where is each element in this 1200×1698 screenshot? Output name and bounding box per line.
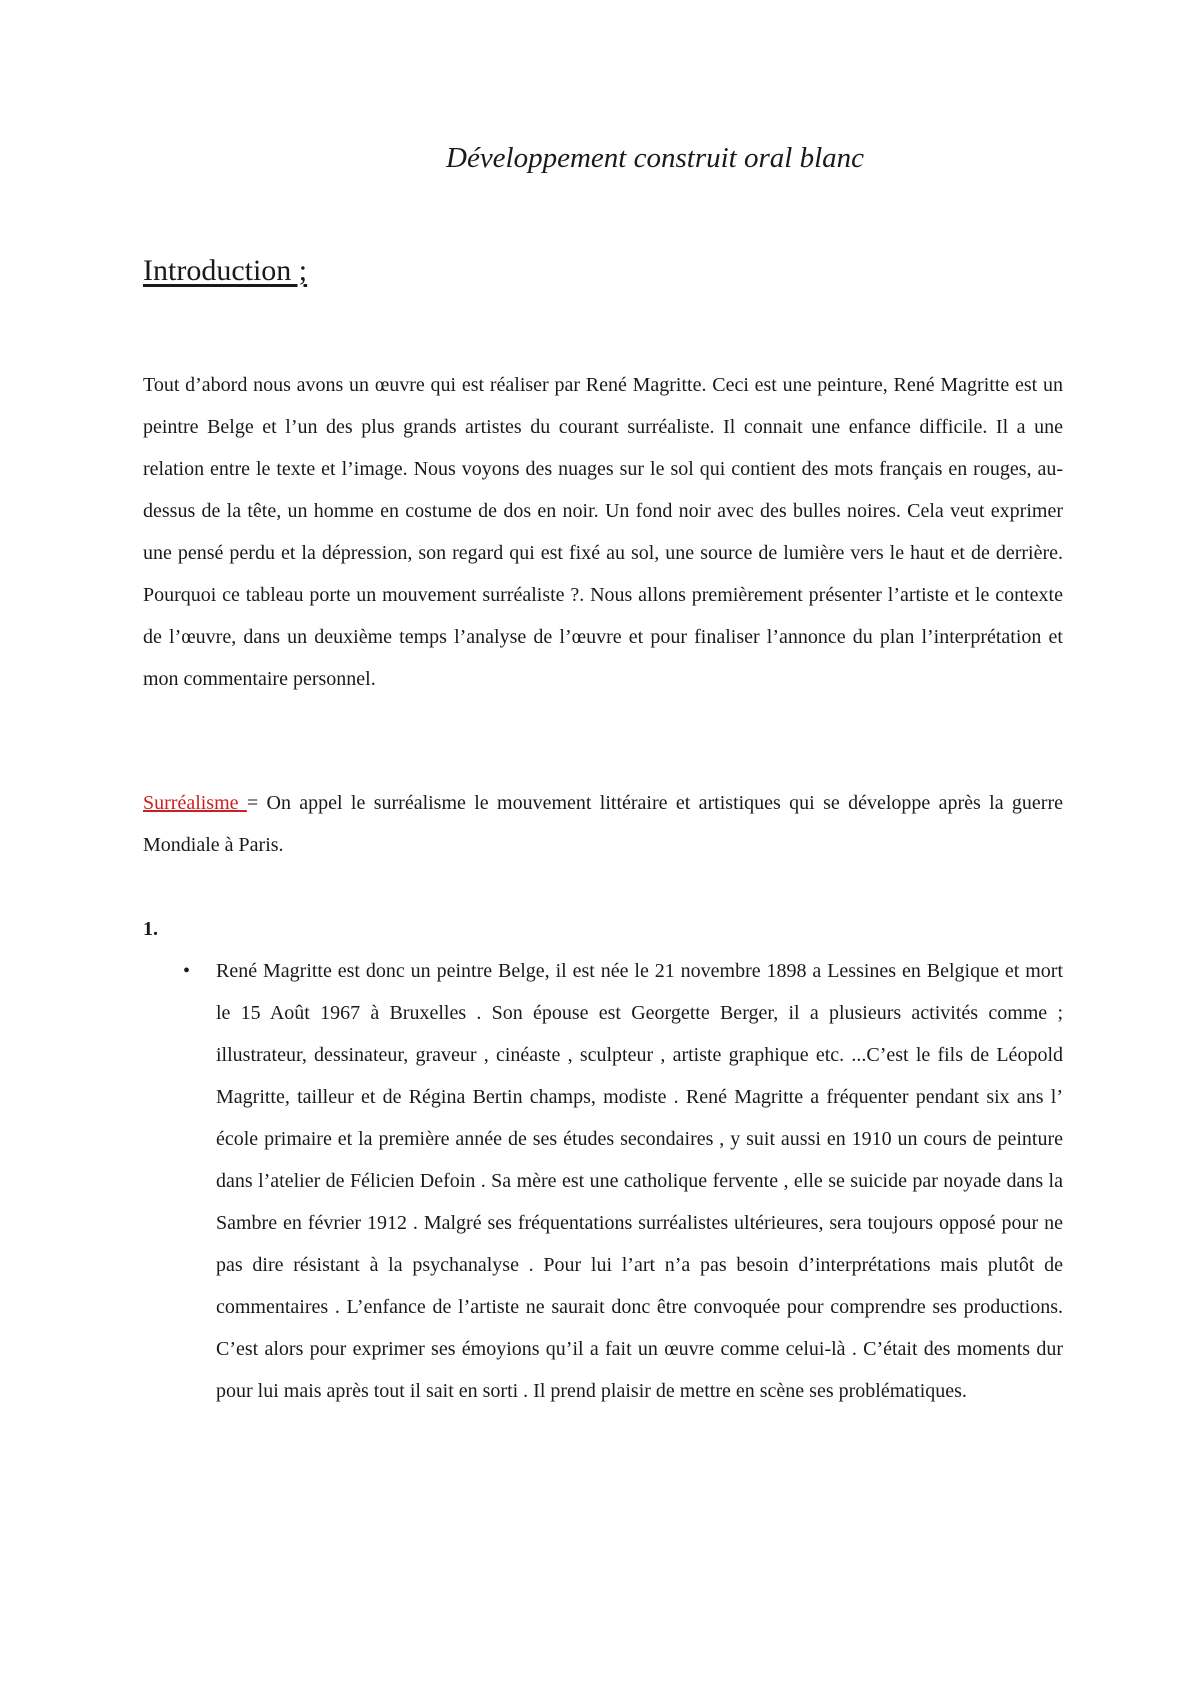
introduction-paragraph: Tout d’abord nous avons un œuvre qui est réaliser par René Magritte. Ceci est une peinture, René Magritte est un peintre Belge et l’un des plus grands artistes du courant surréaliste. Il connait une enfance difficile. Il a une relation entre le texte et l’image. Nous voyons des nuages sur le sol qui contient des mots français en rouges, au-dessus de la tête, un homme en costume de dos en noir. Un fond noir avec des bulles noires. Cela veut exprimer une pensé perdu et la dépression, son regard qui est fixé au sol, une source de lumière vers le haut et de derrière. Pourquoi ce tableau porte un mouvement surréaliste ?. Nous allons premièrement présenter l’artiste et le contexte de l’œuvre, dans un deuxième temps l’analyse de l’œuvre et pour finaliser l’annonce du plan l’interprétation et mon commentaire personnel. — [143, 374, 1063, 690]
part-one-number: 1. — [143, 918, 158, 940]
biography-paragraph: René Magritte est donc un peintre Belge, il est née le 21 novembre 1898 a Lessines en Belgique et mort le 15 Août 1967 à Bruxelles . Son épouse est Georgette Berger, il a plusieurs activités comme ; illustrateur, dessinateur, graveur , cinéaste , sculpteur , artiste graphique etc. ...C’est le fils de Léopold Magritte, tailleur et de Régina Bertin champs, modiste . René Magritte a fréquenter pendant six ans l’ école primaire et la première année de ses études secondaires , y suit aussi en 1910 un cours de peinture dans l’atelier de Félicien Defoin . Sa mère est une catholique fervente , elle se suicide par noyade dans la Sambre en février 1912 . Malgré ses fréquentations surréalistes ultérieures, sera toujours opposé pour ne pas dire résistant à la psychanalyse . Pour lui l’art n’a pas besoin d’interprétations mais plutôt de commentaires . L’enfance de l’artiste ne saurait donc être convoquée pour comprendre ses productions. C’est alors pour exprimer ses émoyions qu’il a fait un œuvre comme celui-là . C’était des moments dur pour lui mais après tout il sait en sorti . Il prend plaisir de mettre en scène ses problématiques. — [216, 960, 1063, 1402]
definition-term: Surréalisme — [143, 792, 247, 814]
introduction-heading: Introduction ; — [143, 254, 308, 287]
definition-text: = On appel le surréalisme le mouvement littéraire et artistiques qui se développe après la guerre Mondiale à Paris. — [143, 792, 1063, 856]
surrealism-definition — [143, 782, 1063, 866]
list-item — [143, 950, 1063, 1412]
part-one-list — [143, 950, 1063, 1412]
document-title: Développement construit oral blanc — [446, 142, 864, 174]
bullet-icon: • — [183, 960, 191, 982]
